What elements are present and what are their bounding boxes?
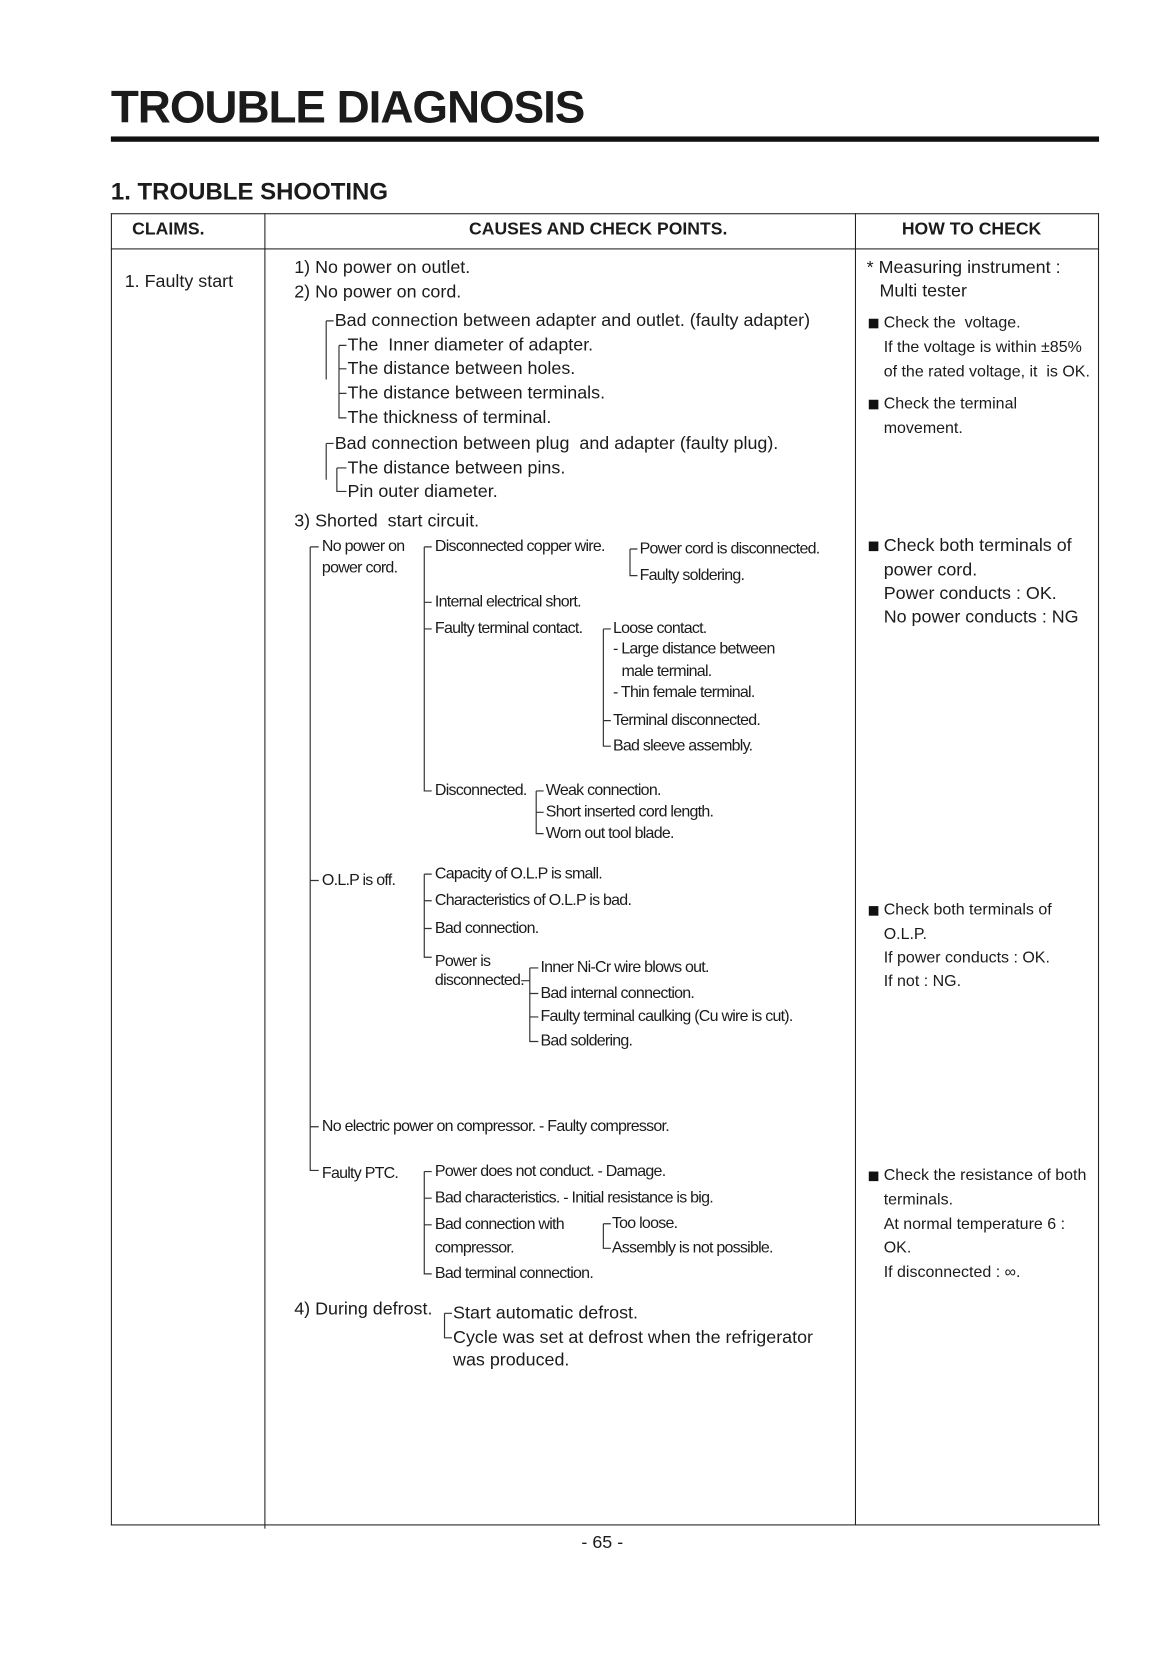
disconnected-item: Worn out tool blade. (545, 824, 674, 843)
check-ptc-line: If disconnected : ∞. (883, 1263, 1021, 1282)
plug-bracket (326, 443, 346, 491)
cord-disconnected: Disconnected. (434, 781, 527, 800)
plug-item: The distance between pins. (347, 457, 566, 478)
bracket-line (603, 1224, 610, 1249)
ptc-bad-connection: compressor. (434, 1238, 514, 1257)
olp-power-item: Inner Ni-Cr wire blows out. (540, 958, 709, 977)
cause-during-defrost: 4) During defrost. (294, 1298, 433, 1319)
check-voltage-line: If the voltage is within ±85% (883, 337, 1082, 357)
plug-item: Pin outer diameter. (347, 480, 498, 502)
bracket-line (310, 547, 319, 1171)
check-voltage-heading: Check the voltage. (883, 313, 1021, 332)
cause-no-power-cord: 2) No power on cord. (294, 281, 462, 302)
cause-faulty-plug: Bad connection between plug and adapter (faulty plug). (334, 432, 779, 454)
bracket-line (424, 874, 431, 957)
section-title: 1. TROUBLE SHOOTING (110, 178, 389, 205)
causes-header: CAUSES AND CHECK POINTS. (469, 219, 728, 239)
defrost-bracket (445, 1313, 452, 1338)
bracket-line (326, 443, 333, 479)
terminal-contact-item: Bad sleeve assembly. (612, 736, 753, 755)
ptc-bad-connection: Bad connection with (434, 1215, 564, 1234)
check-power-cord-line: No power conducts : NG (883, 606, 1079, 627)
check-ptc-line: At normal temperature 6 : (883, 1215, 1066, 1234)
check-olp-line: If not : NG. (883, 972, 962, 991)
ptc-item: Power does not conduct. - Damage. (434, 1161, 666, 1181)
adapter-item: The Inner diameter of adapter. (347, 334, 594, 355)
bracket-line (521, 968, 538, 1042)
terminal-contact-item: - Large distance between (612, 639, 775, 658)
olp-power-item: Bad internal connection. (540, 983, 695, 1003)
terminal-contact-item: male terminal. (621, 661, 712, 681)
bullet-square-icon (869, 1171, 879, 1181)
how-to-check-header: HOW TO CHECK (901, 219, 1042, 239)
disconnected-item: Short inserted cord length. (545, 802, 714, 821)
check-ptc-line: OK. (883, 1238, 912, 1257)
measuring-instrument: Multi tester (879, 280, 967, 301)
cause-faulty-adapter: Bad connection between adapter and outlet. (faulty adapter) (334, 310, 811, 331)
claims-header: CLAIMS. (132, 219, 205, 239)
bullet-square-icon (869, 318, 879, 328)
terminal-contact-item: Loose contact. (612, 619, 707, 638)
copper-wire-item: Power cord is disconnected. (639, 539, 820, 558)
bracket-line (603, 629, 610, 746)
bracket-line (424, 547, 431, 791)
terminal-contact-item: - Thin female terminal. (612, 683, 755, 702)
adapter-item: The distance between terminals. (347, 382, 606, 403)
adapter-bracket (326, 321, 346, 418)
cause-shorted-start-circuit: 3) Shorted start circuit. (294, 510, 480, 531)
no-power-on-compressor: No electric power on compressor. - Faulty compressor. (321, 1117, 669, 1136)
check-olp-line: O.L.P. (883, 925, 927, 944)
faulty-ptc: Faulty PTC. (321, 1164, 399, 1183)
terminal-contact-item: Terminal disconnected. (612, 711, 761, 730)
defrost-item: Start automatic defrost. (453, 1302, 638, 1323)
olp-power-disconnected: disconnected. (434, 971, 524, 990)
check-olp-heading: Check both terminals of (883, 900, 1052, 919)
copper-wire-item: Faulty soldering. (639, 566, 745, 585)
bullet-square-icon (869, 541, 879, 551)
bracket-line (339, 345, 346, 417)
defrost-item: Cycle was set at defrost when the refrigerator (453, 1327, 813, 1348)
check-ptc-heading: Check the resistance of both (883, 1166, 1087, 1185)
adapter-item: The thickness of terminal. (347, 407, 552, 428)
bracket-line (337, 468, 347, 491)
page-title: TROUBLE DIAGNOSIS (110, 82, 585, 134)
faulty-terminal-contact: Faulty terminal contact. (434, 619, 583, 638)
defrost-item: was produced. (453, 1349, 570, 1370)
bullet-square-icon (869, 906, 879, 916)
page-number: - 65 - (581, 1531, 624, 1553)
claim-faulty-start: 1. Faulty start (124, 270, 234, 292)
check-power-cord-heading: Check both terminals of (883, 535, 1072, 556)
cause-no-power-outlet: 1) No power on outlet. (294, 256, 471, 278)
olp-power-disconnected: Power is (434, 951, 491, 971)
adapter-item: The distance between holes. (347, 358, 576, 379)
check-ptc-line: terminals. (883, 1190, 954, 1209)
ptc-connection-item: Assembly is not possible. (611, 1238, 773, 1257)
olp-power-item: Bad soldering. (540, 1031, 633, 1051)
ptc-connection-item: Too loose. (611, 1214, 678, 1233)
bracket-line (424, 1172, 431, 1274)
measuring-instrument: * Measuring instrument : (866, 256, 1061, 278)
olp-item: Bad connection. (434, 918, 539, 938)
check-power-cord-line: Power conducts : OK. (883, 583, 1057, 604)
ptc-bad-terminal-connection: Bad terminal connection. (434, 1264, 594, 1283)
check-olp-line: If power conducts : OK. (883, 948, 1050, 967)
check-terminal-heading: Check the terminal (883, 394, 1018, 413)
check-voltage-line: of the rated voltage, it is OK. (883, 362, 1090, 381)
check-terminal-line: movement. (883, 418, 963, 438)
no-power-on-power-cord: No power on (321, 537, 405, 556)
disconnected-item: Weak connection. (545, 781, 661, 800)
bracket-line (326, 321, 333, 380)
olp-item: Capacity of O.L.P is small. (434, 864, 603, 883)
internal-electrical-short: Internal electrical short. (434, 592, 581, 611)
olp-item: Characteristics of O.L.P is bad. (434, 891, 632, 910)
bullet-square-icon (869, 399, 879, 409)
bracket-line (630, 549, 637, 576)
check-power-cord-line: power cord. (883, 559, 978, 580)
shorted-circuit-tree (310, 547, 637, 1274)
bracket-line (536, 791, 543, 834)
disconnected-copper-wire: Disconnected copper wire. (434, 537, 605, 556)
ptc-item: Bad characteristics. - Initial resistance is big. (434, 1188, 713, 1207)
bracket-line (445, 1313, 452, 1338)
no-power-on-power-cord: power cord. (321, 558, 398, 577)
olp-is-off: O.L.P is off. (321, 870, 396, 890)
olp-power-item: Faulty terminal caulking (Cu wire is cut). (540, 1007, 793, 1026)
